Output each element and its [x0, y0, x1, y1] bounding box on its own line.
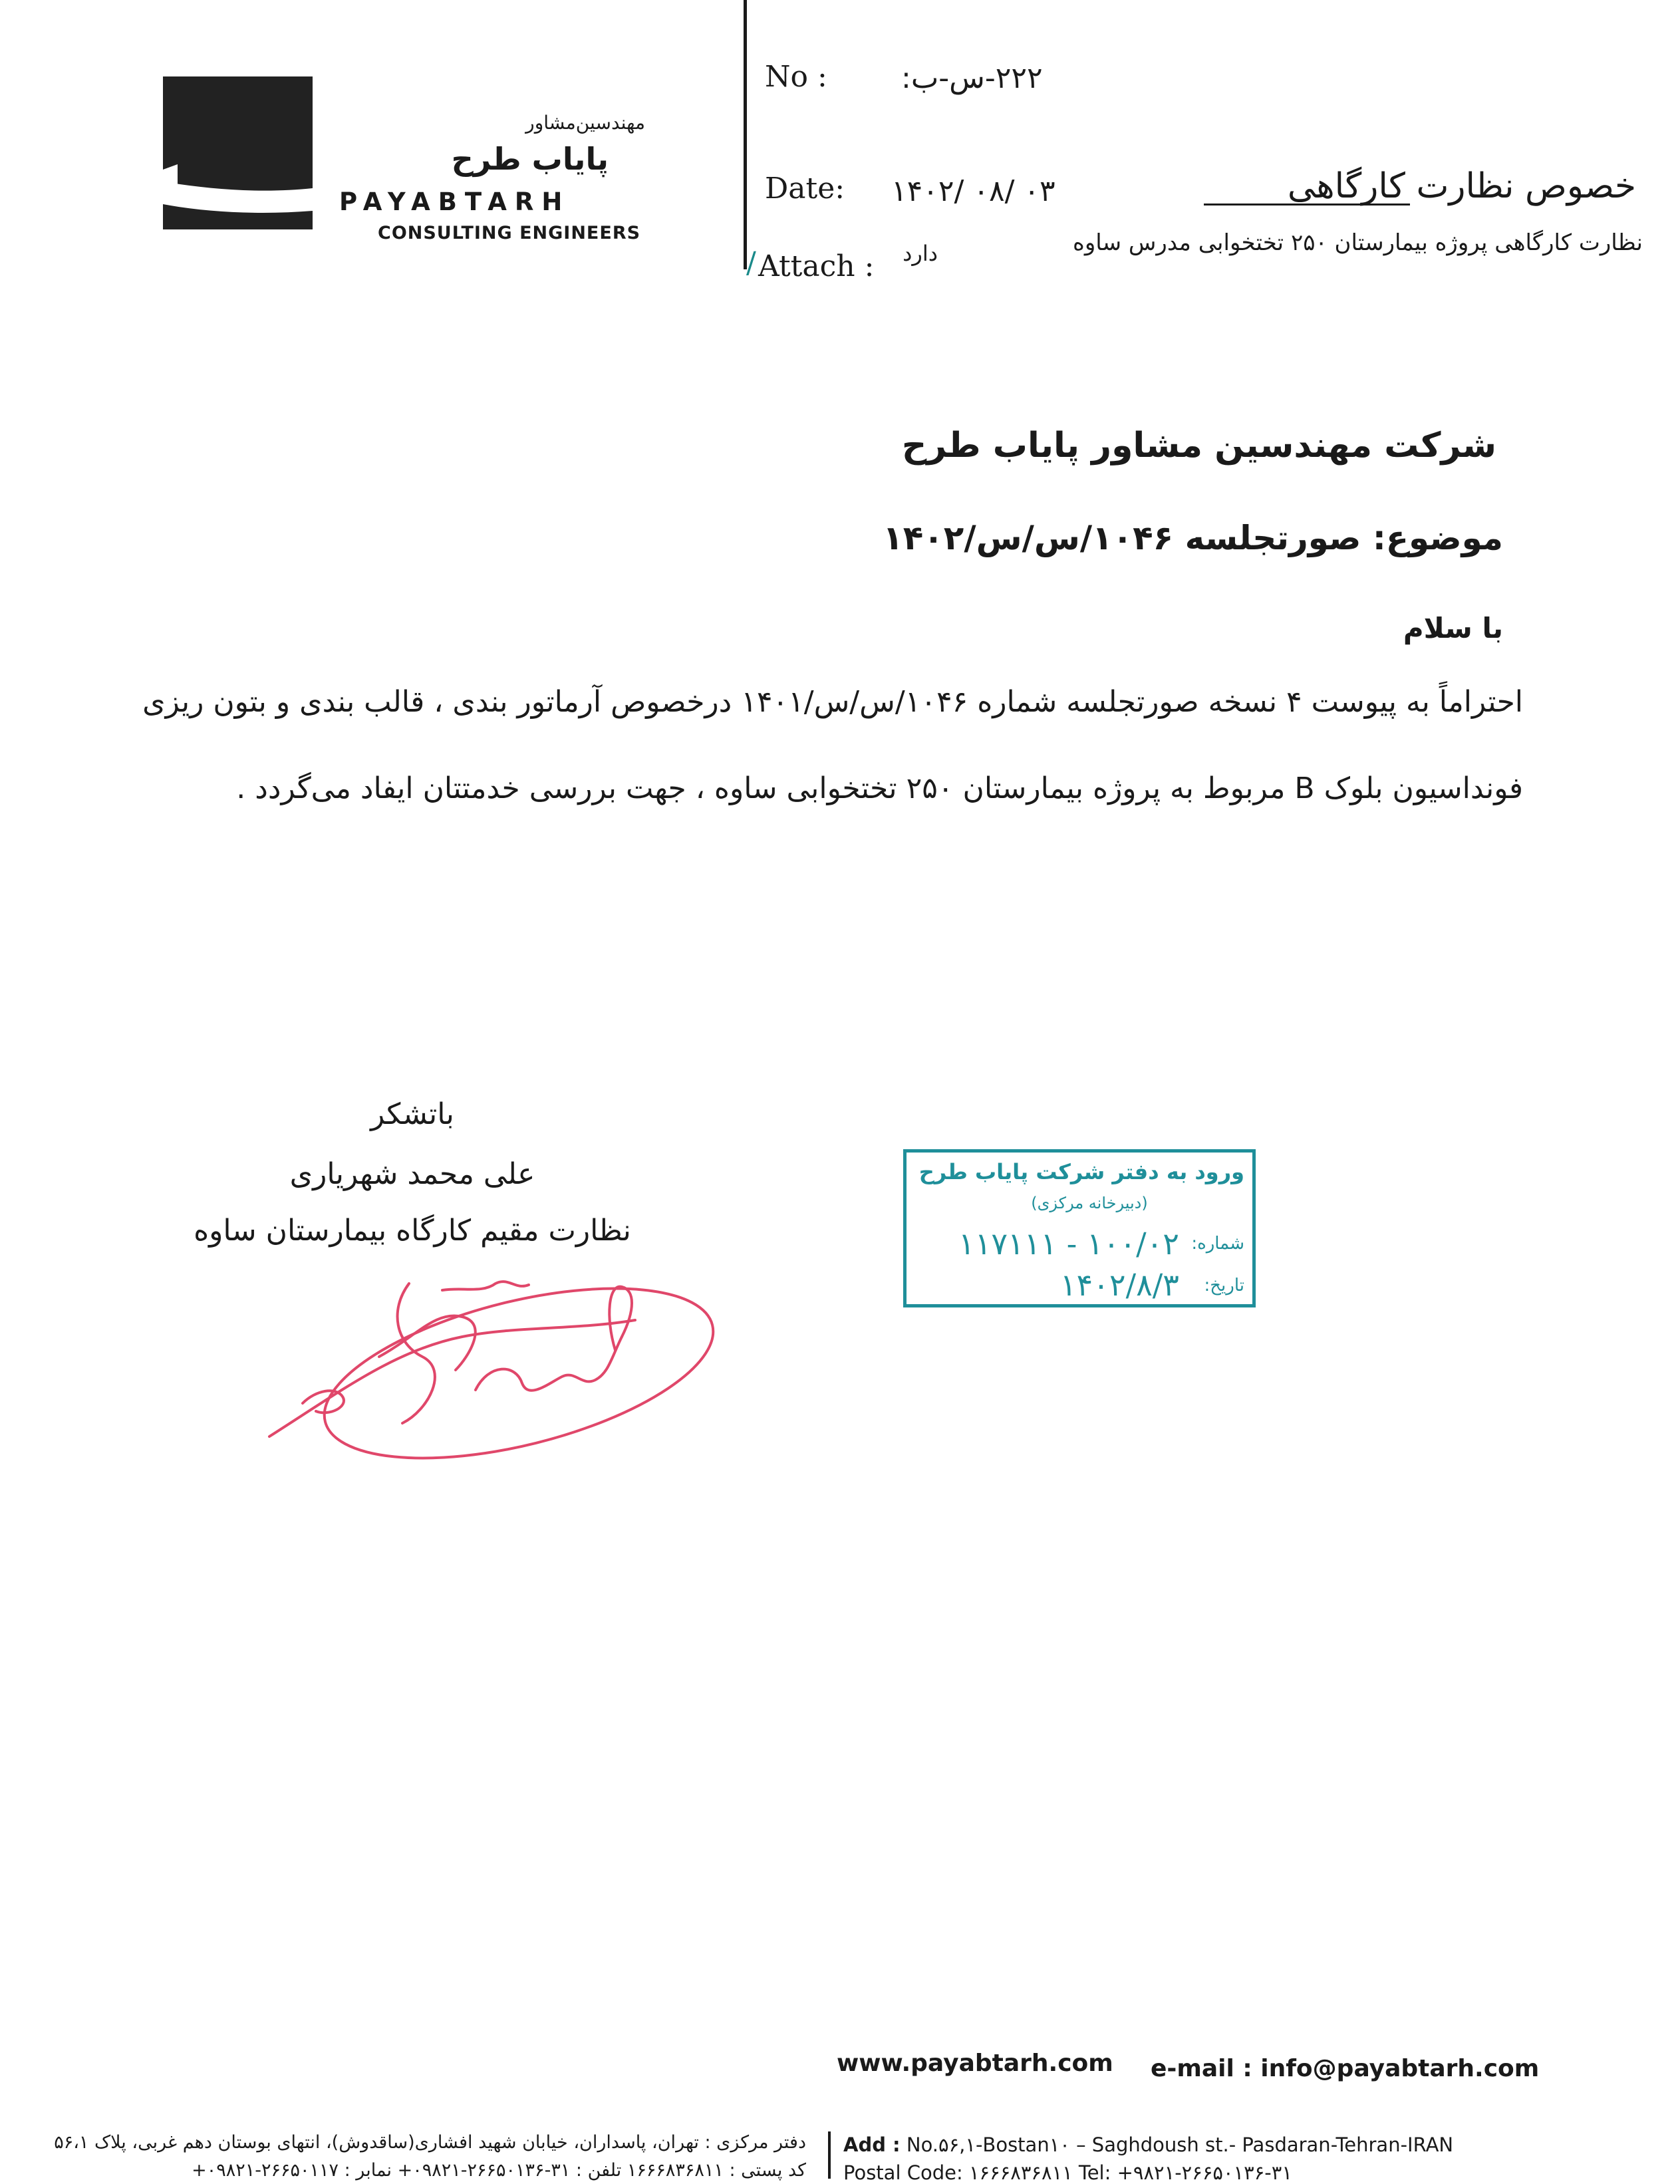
project-description: نظارت کارگاهی پروژه بیمارستان ۲۵۰ تختخوابی مدرس ساوه [1073, 229, 1643, 256]
letter-number-value: ۲۲۲-س-ب: [901, 61, 1043, 95]
stamp-number-label: شماره: [1191, 1234, 1244, 1254]
subject-heading: خصوص نظارت کارگاهی [1287, 166, 1636, 206]
footer-address-en [843, 2133, 1453, 2156]
letter-date-label: Date: [765, 172, 845, 205]
recipient: شرکت مهندسین مشاور پایاب طرح [901, 426, 1496, 466]
signer-title: نظارت مقیم کارگاه بیمارستان ساوه [194, 1214, 631, 1248]
logo-name-en: PAYABTARH [339, 188, 571, 216]
closing-thanks: باتشکر [370, 1097, 454, 1131]
footer-address-fa: دفتر مرکزی : تهران، پاسداران، خیابان شهید افشاری(ساقدوش)، انتهای بوستان دهم غربی، پلاک ۵۶،۱ [54, 2132, 806, 2153]
stamp-date-value: ۱۴۰۲/۸/۳ [1059, 1267, 1179, 1303]
company-website: www.payabtarh.com [837, 2050, 1113, 2077]
footer-address-en-label: Add : [843, 2133, 901, 2156]
body-paragraph-line: احتراماً به پیوست ۴ نسخه صورتجلسه شماره ۱۰۴۶/س/س/۱۴۰۱ درخصوص آرماتور بندی ، قالب بندی و بتون ریزی [142, 685, 1523, 719]
footer-postal-en: Postal Code: ۱۶۶۶۸۳۶۸۱۱ Tel: +۹۸۲۱-۲۶۶۵۰۱۳۶-۳۱ [843, 2161, 1292, 2184]
greeting: با سلام [1403, 612, 1503, 644]
stamp-number-value: ۱۰۰/۰۲ - ۱۱۷۱۱۱ [958, 1226, 1179, 1262]
footer-address-en-value: No.۵۶,۱-Bostan۱۰ – Saghdoush st.- Pasdaran-Tehran-IRAN [906, 2133, 1454, 2156]
letter-date-value: ۱۴۰۲/ ۰۸/ ۰۳ [891, 174, 1055, 208]
company-email: e-mail : info@payabtarh.com [1151, 2055, 1540, 2082]
header-divider [744, 0, 747, 269]
body-paragraph-line: فونداسیون بلوک B مربوط به پروژه بیمارستان ۲۵۰ تختخوابی ساوه ، جهت بررسی خدمتتان ایفاد می‌گردد . [236, 771, 1523, 805]
received-stamp [903, 1149, 1256, 1307]
letter-number-label: No : [765, 60, 827, 94]
attachment-label: Attach : [758, 249, 875, 283]
subject-underline [1204, 204, 1410, 205]
stamp-subtitle: (دبیرخانه مرکزی) [1031, 1194, 1148, 1212]
attachment-value: دارد [903, 241, 938, 266]
stamp-title: ورود به دفتر شرکت پایاب طرح [918, 1159, 1244, 1184]
logo-subtitle-fa: مهندسین‌مشاور [525, 112, 645, 134]
logo-subtitle-en: CONSULTING ENGINEERS [378, 223, 641, 243]
stamp-date-label: تاریخ: [1204, 1276, 1244, 1296]
logo-name-fa: پایاب طرح [451, 141, 609, 177]
handwritten-signature-icon [263, 1257, 722, 1463]
footer-contact-fa: کد پستی : ۱۶۶۶۸۳۶۸۱۱ تلفن : ۳۱-۲۶۶۵۰۱۳۶-۰۹۸۲۱+ نمابر : ۲۶۶۵۰۱۱۷-۰۹۸۲۱+ [192, 2160, 806, 2181]
signer-name: علی محمد شهریاری [289, 1157, 535, 1191]
letter-subject: موضوع: صورتجلسه ۱۰۴۶/س/س/۱۴۰۲ [883, 519, 1503, 557]
payabtarh-logo-icon [163, 76, 313, 229]
attach-check-icon: / [746, 246, 756, 280]
footer-divider [828, 2131, 831, 2179]
